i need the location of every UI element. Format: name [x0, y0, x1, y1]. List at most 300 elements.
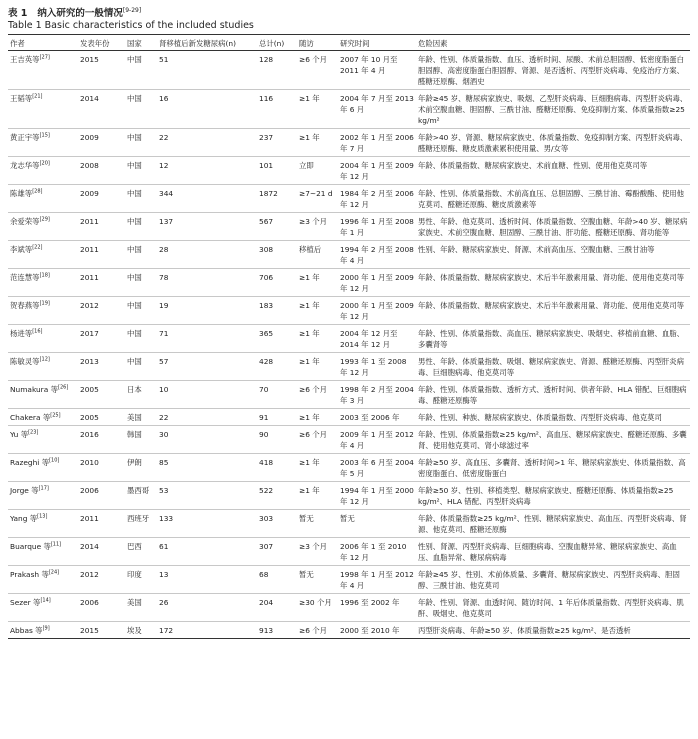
- cell-risk: [416, 482, 690, 510]
- cell-total: [257, 426, 297, 454]
- cell-ptdm-text: 172: [159, 626, 174, 636]
- cell-total: [257, 213, 297, 241]
- cell-period-text: 1996 年 1 月至 2008 年 1 月: [340, 217, 414, 238]
- cell-followup: [297, 454, 338, 482]
- table-title-cn: [8, 4, 690, 20]
- cell-year: [78, 241, 125, 269]
- cell-followup: [297, 510, 338, 538]
- cell-author-text: 余爱荣等: [10, 217, 40, 227]
- cell-total-text: 70: [259, 385, 269, 395]
- cell-country-text: 美国: [127, 598, 142, 608]
- cell-risk-text: 年龄、体质量指数、糖尿病家族史、术前血糖、性别、使用他克莫司等: [418, 161, 648, 171]
- cell-country: [125, 297, 157, 325]
- cell-total: [257, 269, 297, 297]
- cell-risk-text: 年龄、性别、体质量指数、血压、透析时间、尿酸、术前总胆固醇、低密度脂蛋白胆固醇、高密度脂蛋白胆固醇、肾源、是否透析、丙型肝炎病毒、免疫治疗方案、醛糖还原酶、烟酒史: [418, 55, 685, 87]
- cell-followup: [297, 381, 338, 409]
- cell-risk-text: 性别、肾源、丙型肝炎病毒、巨细胞病毒、空腹血糖异常、糖尿病家族史、高血压、血脂异常、糖尿病病毒: [418, 542, 677, 563]
- cell-followup-text: 移植后: [299, 245, 322, 255]
- cell-risk-text: 年龄、体质量指数、糖尿病家族史、术后半年激素用量、肾功能、使用他克莫司等: [418, 301, 685, 311]
- cell-country-text: 中国: [127, 217, 142, 227]
- reference-number: [15]: [39, 132, 50, 139]
- cell-total-text: 308: [259, 245, 274, 255]
- cell-year: [78, 426, 125, 454]
- reference-number: [28]: [32, 188, 43, 195]
- table-row: [8, 90, 690, 129]
- cell-ptdm-text: 51: [159, 55, 169, 65]
- cell-followup: [297, 566, 338, 594]
- cell-country: [125, 90, 157, 129]
- cell-period-text: 2002 年 1 月至 2006 年 7 月: [340, 133, 414, 154]
- cell-country: [125, 157, 157, 185]
- cell-period: [338, 241, 416, 269]
- cell-period-text: 2003 至 2006 年: [340, 413, 400, 423]
- column-header-author: 作者: [8, 35, 78, 51]
- cell-risk-text: 年龄、体质量指数、糖尿病家族史、术后半年激素用量、肾功能、使用他克莫司等: [418, 273, 685, 283]
- cell-risk: [416, 90, 690, 129]
- cell-country-text: 埃及: [127, 626, 142, 636]
- cell-period: [338, 297, 416, 325]
- cell-period-text: 1984 年 2 月至 2006 年 12 月: [340, 189, 414, 210]
- cell-followup-text: 暂无: [299, 514, 314, 524]
- cell-country-text: 中国: [127, 245, 142, 255]
- cell-ptdm: [157, 213, 257, 241]
- column-header-year: 发表年份: [78, 35, 125, 51]
- cell-followup: [297, 157, 338, 185]
- cell-followup: [297, 129, 338, 157]
- table-row: [8, 213, 690, 241]
- table-title-ref: [9-29]: [122, 7, 142, 14]
- cell-total-text: 307: [259, 542, 274, 552]
- cell-country: [125, 510, 157, 538]
- cell-risk-text: 年龄、性别、体质量指数、透析方式、透析时间、供者年龄、HLA 错配、巨细胞病毒、醛糖还原酶等: [418, 385, 687, 406]
- cell-ptdm-text: 28: [159, 245, 169, 255]
- cell-period: [338, 594, 416, 622]
- table-title-cn-text: 纳入研究的一般情况: [37, 8, 123, 20]
- cell-period-text: 2004 年 7 月至 2013 年 6 月: [340, 94, 414, 115]
- table-row: [8, 157, 690, 185]
- cell-author-text: 陈雄等: [10, 189, 33, 199]
- cell-followup-text: ≥1 年: [299, 486, 320, 496]
- cell-author: [8, 353, 78, 381]
- cell-author-text: 王韬等: [10, 94, 33, 104]
- cell-country: [125, 594, 157, 622]
- cell-risk: [416, 594, 690, 622]
- cell-author: [8, 90, 78, 129]
- cell-total-text: 1872: [259, 189, 278, 199]
- table-row: [8, 482, 690, 510]
- cell-year: [78, 51, 125, 90]
- cell-country: [125, 538, 157, 566]
- cell-ptdm: [157, 269, 257, 297]
- cell-author-text: 龙志华等: [10, 161, 40, 171]
- cell-risk: [416, 566, 690, 594]
- cell-total: [257, 297, 297, 325]
- column-header-ptdm: 肾移植后新发糖尿病(n): [157, 35, 257, 51]
- cell-period: [338, 129, 416, 157]
- cell-followup: [297, 426, 338, 454]
- cell-year-text: 2011: [80, 514, 99, 524]
- cell-risk: [416, 213, 690, 241]
- cell-period: [338, 51, 416, 90]
- cell-year-text: 2014: [80, 542, 99, 552]
- reference-number: [13]: [37, 513, 48, 520]
- cell-risk-text: 年龄、性别、体质量指数、高血压、糖尿病家族史、吸烟史、移植前血糖、血脂、多囊肾等: [418, 329, 685, 350]
- reference-number: [14]: [40, 597, 51, 604]
- cell-author: [8, 482, 78, 510]
- cell-total: [257, 409, 297, 426]
- cell-risk-text: 年龄、性别、体质量指数、术前高血压、总胆固醇、三酰甘油、霉酚酸酯、使用他克莫司、醛糖还原酶、糖皮质激素等: [418, 189, 685, 210]
- cell-ptdm: [157, 325, 257, 353]
- cell-total-text: 237: [259, 133, 274, 143]
- cell-country: [125, 241, 157, 269]
- cell-country: [125, 129, 157, 157]
- cell-total-text: 116: [259, 94, 274, 104]
- cell-year: [78, 269, 125, 297]
- cell-followup: [297, 353, 338, 381]
- cell-total-text: 706: [259, 273, 274, 283]
- cell-total: [257, 510, 297, 538]
- cell-total: [257, 381, 297, 409]
- cell-year-text: 2012: [80, 570, 99, 580]
- cell-author: [8, 185, 78, 213]
- cell-ptdm: [157, 297, 257, 325]
- cell-risk-text: 年龄、性别、肾源、血透时间、随访时间、1 年后体质量指数、丙型肝炎病毒、肌酐、吸烟史、他克莫司: [418, 598, 684, 619]
- cell-risk-text: 男性、年龄、体质量指数、吸烟、糖尿病家族史、肾源、醛糖还原酶、丙型肝炎病毒、巨细胞病毒、他克莫司等: [418, 357, 685, 378]
- cell-year: [78, 510, 125, 538]
- reference-number: [20]: [39, 160, 50, 167]
- cell-author-text: Jorge 等: [10, 486, 39, 496]
- cell-year: [78, 381, 125, 409]
- cell-ptdm-text: 22: [159, 133, 169, 143]
- cell-total: [257, 594, 297, 622]
- table-row: [8, 185, 690, 213]
- table-row: [8, 426, 690, 454]
- cell-total: [257, 157, 297, 185]
- cell-author: [8, 594, 78, 622]
- cell-risk: [416, 353, 690, 381]
- cell-year-text: 2010: [80, 458, 99, 468]
- cell-author-text: Abbas 等: [10, 626, 43, 636]
- cell-ptdm: [157, 426, 257, 454]
- table-row: [8, 622, 690, 639]
- reference-number: [21]: [32, 93, 43, 100]
- cell-ptdm-text: 10: [159, 385, 169, 395]
- cell-followup: [297, 622, 338, 639]
- cell-total-text: 90: [259, 430, 269, 440]
- cell-total: [257, 353, 297, 381]
- cell-ptdm: [157, 157, 257, 185]
- cell-author: [8, 381, 78, 409]
- cell-period: [338, 566, 416, 594]
- cell-country-text: 韩国: [127, 430, 142, 440]
- characteristics-table: [8, 34, 690, 639]
- cell-period-text: 2009 年 1 月至 2012 年 4 月: [340, 430, 414, 451]
- reference-number: [26]: [58, 384, 69, 391]
- cell-country: [125, 269, 157, 297]
- reference-number: [23]: [28, 429, 39, 436]
- reference-number: [10]: [49, 457, 60, 464]
- cell-ptdm-text: 12: [159, 161, 169, 171]
- cell-followup: [297, 51, 338, 90]
- cell-followup-text: ≥6 个月: [299, 626, 328, 636]
- cell-country-text: 中国: [127, 94, 142, 104]
- cell-country-text: 巴西: [127, 542, 142, 552]
- cell-author: [8, 129, 78, 157]
- cell-country: [125, 185, 157, 213]
- cell-risk-text: 丙型肝炎病毒、年龄≥50 岁、体质量指数≥25 kg/m²、是否透析: [418, 626, 631, 636]
- cell-ptdm: [157, 594, 257, 622]
- table-body: [8, 51, 690, 639]
- cell-followup: [297, 269, 338, 297]
- cell-period-text: 2007 年 10 月至 2011 年 4 月: [340, 55, 398, 76]
- cell-ptdm: [157, 510, 257, 538]
- reference-number: [9]: [42, 625, 50, 632]
- cell-ptdm-text: 13: [159, 570, 169, 580]
- cell-total: [257, 90, 297, 129]
- cell-risk-text: 年龄≥45 岁、糖尿病家族史、吸烟、乙型肝炎病毒、巨细胞病毒、丙型肝炎病毒、术前空腹血糖、胆固醇、三酰甘油、醛糖还原酶、免疫抑制方案、体质量指数≥25 kg/m²: [418, 94, 688, 126]
- cell-risk-text: 性别、年龄、糖尿病家族史、肾源、术前高血压、空腹血糖、三酰甘油等: [418, 245, 655, 255]
- reference-number: [12]: [39, 356, 50, 363]
- cell-followup: [297, 90, 338, 129]
- cell-total-text: 913: [259, 626, 274, 636]
- cell-period-text: 1993 年 1 至 2008 年 12 月: [340, 357, 407, 378]
- cell-author: [8, 622, 78, 639]
- cell-period: [338, 185, 416, 213]
- cell-risk: [416, 325, 690, 353]
- cell-author-text: 贺春燕等: [10, 301, 40, 311]
- cell-country: [125, 381, 157, 409]
- cell-ptdm-text: 137: [159, 217, 174, 227]
- table-header-row: [8, 35, 690, 51]
- cell-year: [78, 157, 125, 185]
- cell-risk: [416, 510, 690, 538]
- cell-year-text: 2008: [80, 161, 99, 171]
- cell-country-text: 日本: [127, 385, 142, 395]
- cell-followup: [297, 185, 338, 213]
- cell-total: [257, 566, 297, 594]
- cell-year: [78, 185, 125, 213]
- cell-author: [8, 269, 78, 297]
- cell-country-text: 美国: [127, 413, 142, 423]
- cell-author: [8, 566, 78, 594]
- cell-followup-text: ≥7~21 d: [299, 189, 333, 199]
- cell-country: [125, 482, 157, 510]
- cell-followup-text: 暂无: [299, 570, 314, 580]
- cell-country-text: 中国: [127, 273, 142, 283]
- cell-author: [8, 454, 78, 482]
- cell-year: [78, 90, 125, 129]
- reference-number: [18]: [39, 272, 50, 279]
- cell-country-text: 中国: [127, 357, 142, 367]
- cell-risk: [416, 241, 690, 269]
- cell-followup: [297, 538, 338, 566]
- cell-risk: [416, 381, 690, 409]
- cell-period: [338, 157, 416, 185]
- cell-year-text: 2005: [80, 385, 99, 395]
- table-row: [8, 409, 690, 426]
- cell-ptdm: [157, 409, 257, 426]
- cell-total-text: 567: [259, 217, 274, 227]
- cell-risk: [416, 269, 690, 297]
- cell-followup-text: ≥1 年: [299, 133, 320, 143]
- cell-country: [125, 622, 157, 639]
- cell-period: [338, 90, 416, 129]
- table-row: [8, 297, 690, 325]
- cell-year-text: 2009: [80, 133, 99, 143]
- cell-total: [257, 185, 297, 213]
- cell-year-text: 2015: [80, 626, 99, 636]
- cell-total-text: 204: [259, 598, 274, 608]
- cell-followup-text: ≥1 年: [299, 94, 320, 104]
- cell-total: [257, 325, 297, 353]
- cell-author-text: Yu 等: [10, 430, 29, 440]
- cell-country-text: 中国: [127, 301, 142, 311]
- cell-ptdm-text: 16: [159, 94, 169, 104]
- table-row: [8, 269, 690, 297]
- column-header-total: 总计(n): [257, 35, 297, 51]
- cell-year: [78, 297, 125, 325]
- cell-country-text: 中国: [127, 161, 142, 171]
- cell-author: [8, 213, 78, 241]
- cell-risk: [416, 157, 690, 185]
- cell-author: [8, 51, 78, 90]
- cell-followup-text: ≥1 年: [299, 458, 320, 468]
- cell-author-text: Sezer 等: [10, 598, 41, 608]
- cell-ptdm: [157, 454, 257, 482]
- table-row: [8, 381, 690, 409]
- cell-year: [78, 482, 125, 510]
- cell-ptdm-text: 61: [159, 542, 169, 552]
- cell-author-text: Buarque 等: [10, 542, 51, 552]
- cell-total-text: 128: [259, 55, 274, 65]
- cell-period-text: 2000 年 1 月至 2009 年 12 月: [340, 273, 414, 294]
- cell-ptdm-text: 30: [159, 430, 169, 440]
- cell-followup-text: ≥3 个月: [299, 542, 328, 552]
- cell-followup-text: ≥6 个月: [299, 430, 328, 440]
- cell-risk-text: 年龄>40 岁、肾源、糖尿病家族史、体质量指数、免疫抑制方案、丙型肝炎病毒、醛糖还原酶、糖皮质激素累积使用量、男/女等: [418, 133, 688, 154]
- cell-country-text: 伊朗: [127, 458, 142, 468]
- cell-followup-text: ≥1 年: [299, 413, 320, 423]
- reference-number: [19]: [39, 300, 50, 307]
- cell-country-text: 中国: [127, 133, 142, 143]
- table-row: [8, 594, 690, 622]
- cell-ptdm: [157, 381, 257, 409]
- reference-number: [25]: [50, 412, 61, 419]
- cell-followup-text: ≥1 年: [299, 357, 320, 367]
- cell-country: [125, 426, 157, 454]
- reference-number: [24]: [48, 569, 60, 576]
- cell-risk-text: 年龄、体质量指数≥25 kg/m²、性别、糖尿病家族史、高血压、丙型肝炎病毒、肾源、他克莫司、醛糖还原酶: [418, 514, 687, 535]
- cell-author-text: 黄正宇等: [10, 133, 40, 143]
- cell-period: [338, 510, 416, 538]
- cell-year-text: 2011: [80, 217, 99, 227]
- cell-followup: [297, 409, 338, 426]
- cell-year: [78, 409, 125, 426]
- table-row: [8, 454, 690, 482]
- cell-year: [78, 129, 125, 157]
- cell-year-text: 2017: [80, 329, 99, 339]
- cell-ptdm: [157, 622, 257, 639]
- cell-year: [78, 454, 125, 482]
- cell-ptdm-text: 26: [159, 598, 169, 608]
- cell-year-text: 2006: [80, 598, 99, 608]
- table-row: [8, 510, 690, 538]
- cell-risk: [416, 409, 690, 426]
- cell-followup: [297, 594, 338, 622]
- cell-ptdm: [157, 566, 257, 594]
- cell-ptdm: [157, 241, 257, 269]
- cell-year: [78, 594, 125, 622]
- cell-total: [257, 538, 297, 566]
- cell-country: [125, 353, 157, 381]
- cell-followup-text: ≥1 年: [299, 329, 320, 339]
- reference-number: [11]: [50, 541, 62, 548]
- cell-country: [125, 454, 157, 482]
- cell-followup-text: ≥3 个月: [299, 217, 328, 227]
- cell-risk: [416, 129, 690, 157]
- cell-country-text: 印度: [127, 570, 142, 580]
- cell-risk: [416, 51, 690, 90]
- cell-year-text: 2005: [80, 413, 99, 423]
- cell-followup-text: ≥6 个月: [299, 385, 328, 395]
- cell-period-text: 2004 年 1 月至 2009 年 12 月: [340, 161, 414, 182]
- cell-period-text: 1998 年 1 月至 2012 年 4 月: [340, 570, 414, 591]
- cell-total: [257, 51, 297, 90]
- cell-author-text: Numakura 等: [10, 385, 58, 395]
- cell-period-text: 2000 至 2010 年: [340, 626, 400, 636]
- reference-number: [27]: [39, 54, 50, 61]
- column-header-country: 国家: [125, 35, 157, 51]
- cell-country-text: 中国: [127, 55, 142, 65]
- cell-year: [78, 622, 125, 639]
- cell-risk-text: 年龄、性别、种族、糖尿病家族史、体质量指数、丙型肝炎病毒、他克莫司: [418, 413, 662, 423]
- reference-number: [17]: [38, 485, 49, 492]
- cell-risk-text: 年龄≥45 岁、性别、术前体质量、多囊肾、糖尿病家族史、丙型肝炎病毒、胆固醇、三酰甘油、他克莫司: [418, 570, 680, 591]
- cell-period-text: 1998 年 2 月至 2004 年 3 月: [340, 385, 414, 406]
- cell-total-text: 101: [259, 161, 274, 171]
- cell-risk: [416, 622, 690, 639]
- cell-period: [338, 482, 416, 510]
- cell-period: [338, 409, 416, 426]
- cell-year-text: 2011: [80, 245, 99, 255]
- column-header-period: 研究时间: [338, 35, 416, 51]
- cell-country-text: 中国: [127, 189, 142, 199]
- cell-ptdm: [157, 51, 257, 90]
- cell-ptdm-text: 19: [159, 301, 169, 311]
- cell-ptdm-text: 57: [159, 357, 169, 367]
- cell-risk: [416, 185, 690, 213]
- cell-period: [338, 325, 416, 353]
- cell-country-text: 西班牙: [127, 514, 150, 524]
- cell-period: [338, 426, 416, 454]
- cell-period: [338, 454, 416, 482]
- cell-year: [78, 353, 125, 381]
- cell-author-text: Razeghi 等: [10, 458, 50, 468]
- cell-year-text: 2016: [80, 430, 99, 440]
- cell-ptdm: [157, 482, 257, 510]
- table-title-en: Table 1 Basic characteristics of the included studies: [8, 20, 254, 32]
- cell-total-text: 418: [259, 458, 274, 468]
- cell-author-text: 王吉英等: [10, 55, 40, 65]
- cell-total: [257, 454, 297, 482]
- cell-country-text: 中国: [127, 329, 142, 339]
- table-row: [8, 538, 690, 566]
- column-header-risk: 危险因素: [416, 35, 690, 51]
- cell-ptdm-text: 78: [159, 273, 169, 283]
- cell-year-text: 2015: [80, 55, 99, 65]
- cell-total-text: 522: [259, 486, 274, 496]
- cell-author: [8, 426, 78, 454]
